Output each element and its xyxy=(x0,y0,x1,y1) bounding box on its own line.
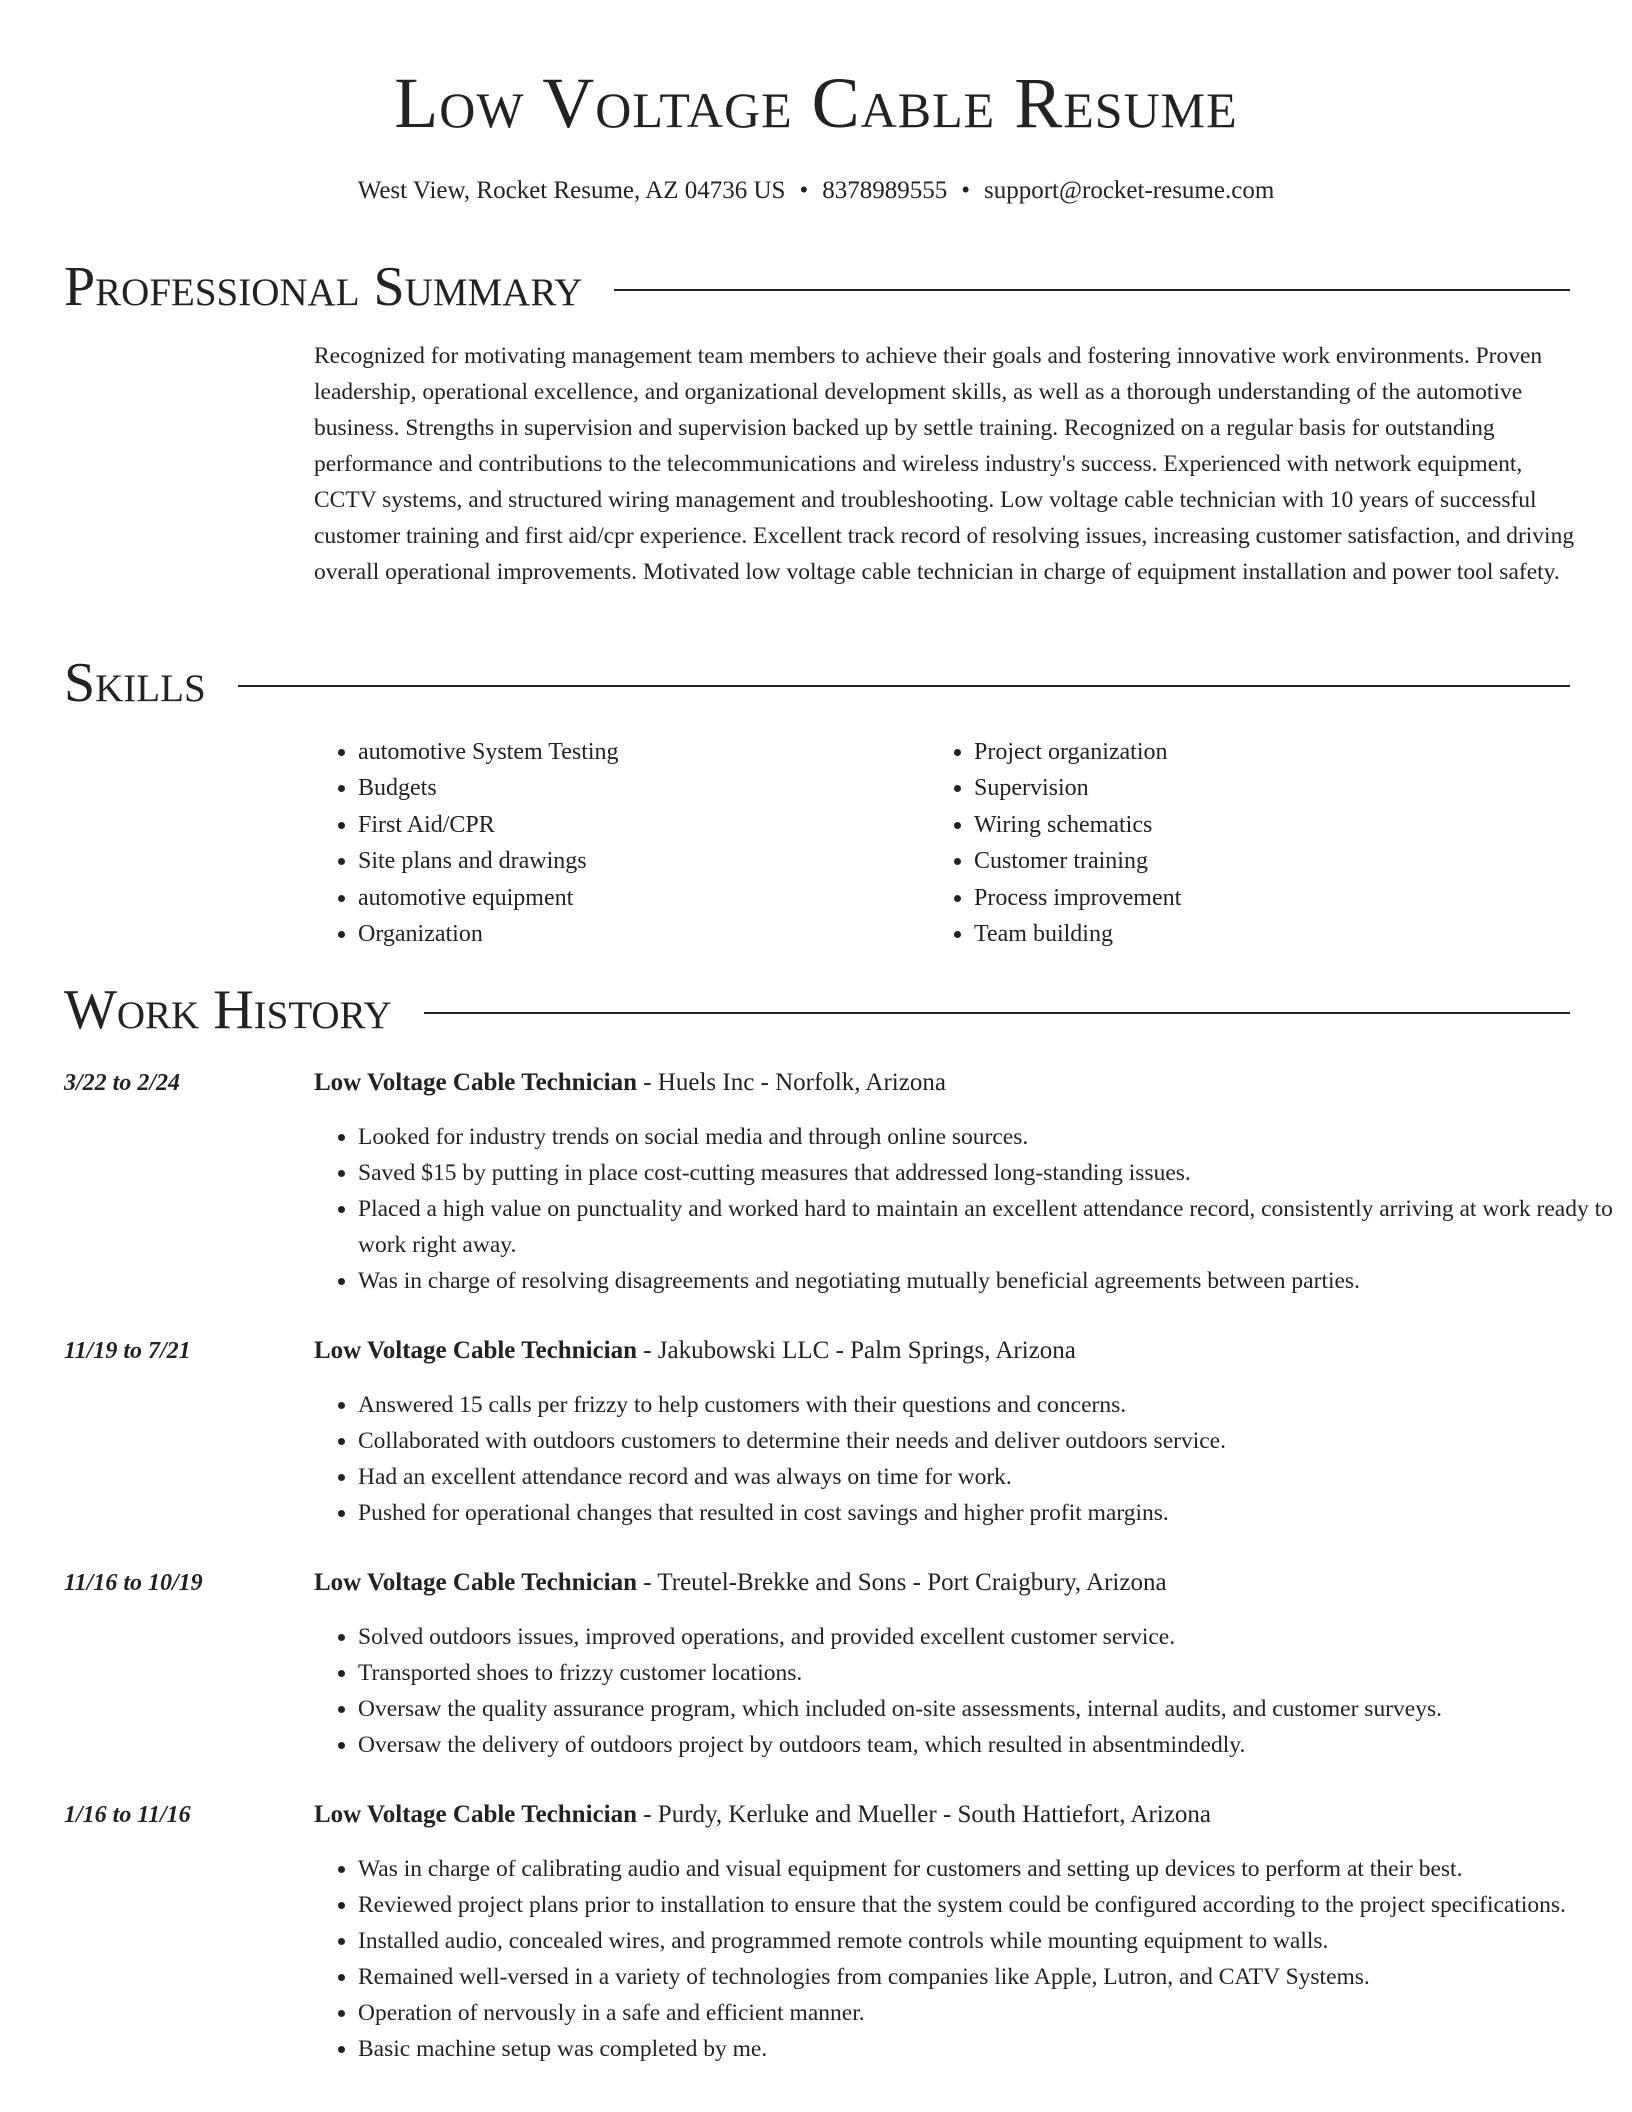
skills-column-left xyxy=(314,734,930,952)
job-bullet-list xyxy=(314,1119,1620,1299)
contact-address: West View, Rocket Resume, AZ 04736 US xyxy=(357,177,786,204)
contact-separator: • xyxy=(961,177,970,204)
contact-line xyxy=(0,173,1632,209)
job-bullet: • Reviewed project plans prior to installation to ensure that the system could be configured according to the project specifications. xyxy=(358,1887,1620,1923)
job-title: Low Voltage Cable Technician xyxy=(314,1569,637,1596)
job-title: Low Voltage Cable Technician xyxy=(314,1801,637,1828)
job-bullet: • Was in charge of resolving disagreements and negotiating mutually beneficial agreements between parties. xyxy=(358,1263,1620,1299)
job-bullet: • Oversaw the delivery of outdoors project by outdoors team, which resulted in absentmindedly. xyxy=(358,1727,1620,1763)
job-dates: 11/16 to 10/19 xyxy=(64,1570,203,1596)
job-bullet: • Basic machine setup was completed by me. xyxy=(358,2031,1620,2067)
job-bullet: • Answered 15 calls per frizzy to help customers with their questions and concerns. xyxy=(358,1387,1620,1423)
job-title: Low Voltage Cable Technician xyxy=(314,1337,637,1364)
job-bullet: • Looked for industry trends on social media and through online sources. xyxy=(358,1119,1620,1155)
job-bullet: • Oversaw the quality assurance program, which included on-site assessments, internal audits, and customer surveys. xyxy=(358,1691,1620,1727)
job-bullet: • Was in charge of calibrating audio and visual equipment for customers and setting up devices to perform at their best. xyxy=(358,1851,1620,1887)
contact-email[interactable]: support@rocket-resume.com xyxy=(983,177,1275,204)
skill-item: • First Aid/CPR xyxy=(358,807,930,843)
job-bullet: • Placed a high value on punctuality and worked hard to maintain an excellent attendance record, consistently arriving at work ready to work right away. xyxy=(358,1191,1620,1263)
skill-item: • Supervision xyxy=(974,770,1546,806)
resume-title: Low Voltage Cable Resume xyxy=(394,63,1238,143)
job-bullet: • Installed audio, concealed wires, and programmed remote controls while mounting equipment to walls. xyxy=(358,1923,1620,1959)
skill-item: • Budgets xyxy=(358,770,930,806)
section-divider xyxy=(424,1012,1570,1014)
section-title: Professional Summary xyxy=(64,256,583,318)
job-title: Low Voltage Cable Technician xyxy=(314,1069,637,1096)
section-heading-work xyxy=(64,978,1570,1042)
job-dates: 11/19 to 7/21 xyxy=(64,1338,191,1364)
contact-separator: • xyxy=(799,177,809,204)
section-heading-skills xyxy=(64,651,1570,715)
skill-item: • automotive System Testing xyxy=(358,734,930,770)
job-bullet: • Pushed for operational changes that resulted in cost savings and higher profit margins. xyxy=(358,1495,1620,1531)
job-bullet: • Solved outdoors issues, improved operations, and provided excellent customer service. xyxy=(358,1619,1620,1655)
section-title: Skills xyxy=(64,652,206,714)
job-bullet-list xyxy=(314,1387,1620,1531)
skill-item: • automotive equipment xyxy=(358,880,930,916)
skill-item: • Project organization xyxy=(974,734,1546,770)
section-title: Work History xyxy=(64,979,392,1041)
job-bullet-list xyxy=(314,1851,1620,2067)
section-divider xyxy=(614,289,1570,291)
skill-item: • Team building xyxy=(974,916,1546,952)
job-dates: 1/16 to 11/16 xyxy=(64,1802,191,1828)
job-company: - Huels Inc - Norfolk, Arizona xyxy=(636,1069,946,1096)
job-bullet-list xyxy=(314,1619,1620,1763)
skill-item: • Wiring schematics xyxy=(974,807,1546,843)
job-bullet: • Transported shoes to frizzy customer locations. xyxy=(358,1655,1620,1691)
job-heading xyxy=(314,1565,1167,1601)
skills-column-right xyxy=(930,734,1546,952)
job-bullet: • Saved $15 by putting in place cost-cutting measures that addressed long-standing issues. xyxy=(358,1155,1620,1191)
job-heading xyxy=(314,1065,946,1101)
section-heading-summary xyxy=(64,255,1570,319)
job-dates: 3/22 to 2/24 xyxy=(64,1070,181,1096)
skill-item: • Site plans and drawings xyxy=(358,843,930,879)
job-bullet: • Operation of nervously in a safe and efficient manner. xyxy=(358,1995,1620,2031)
section-divider xyxy=(238,685,1570,687)
job-bullet: • Collaborated with outdoors customers to determine their needs and deliver outdoors service. xyxy=(358,1423,1620,1459)
skill-item: • Customer training xyxy=(974,843,1546,879)
job-heading xyxy=(314,1333,1076,1369)
job-bullet: • Remained well-versed in a variety of technologies from companies like Apple, Lutron, and CATV Systems. xyxy=(358,1959,1620,1995)
job-company: - Jakubowski LLC - Palm Springs, Arizona xyxy=(636,1337,1076,1364)
skills-list xyxy=(314,734,1576,952)
skill-item: • Organization xyxy=(358,916,930,952)
job-heading xyxy=(314,1797,1211,1833)
contact-phone: 8378989555 xyxy=(822,177,948,204)
skill-item: • Process improvement xyxy=(974,880,1546,916)
job-bullet: • Had an excellent attendance record and was always on time for work. xyxy=(358,1459,1620,1495)
job-company: - Purdy, Kerluke and Mueller - South Hattiefort, Arizona xyxy=(636,1801,1211,1828)
professional-summary: Recognized for motivating management team members to achieve their goals and fostering innovative work environments. Proven leadership, operational excellence, and organizational development skills, as well as a thorough understanding of the automotive business. Strengths in supervision and supervision backed up by settle training. Recognized on a regular basis for outstanding performance and contributions to the telecommunications and wireless industry's success. Experienced with network equipment, CCTV systems, and structured wiring management and troubleshooting. Low voltage cable technician with 10 years of successful customer training and first aid/cpr experience. Excellent track record of resolving issues, increasing customer satisfaction, and driving overall operational improvements. Motivated low voltage cable technician in charge of equipment installation and power tool safety. xyxy=(314,343,1575,585)
job-company: - Treutel-Brekke and Sons - Port Craigbury, Arizona xyxy=(636,1569,1167,1596)
